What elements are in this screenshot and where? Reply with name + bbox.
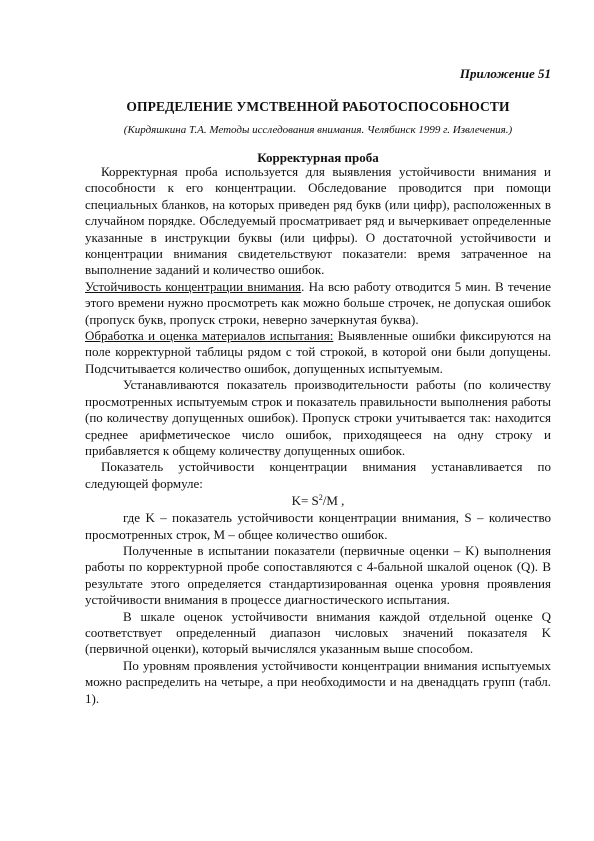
paragraph-stability <box>85 279 551 328</box>
stability-text: . На всю работу отводится 5 мин. В течение этого времени нужно просмотреть как можно больше строчек, не допуская ошибок (пропуск букв, пропуск строки, неверно зачеркнутая буква). <box>85 278 551 327</box>
processing-text: Выявленные ошибки фиксируются на поле корректурной таблицы рядом с той строкой, в которой они были допущены. Подсчитывается количество ошибок, допущенных испытуемым. <box>85 328 552 376</box>
formula-right: /M , <box>322 493 345 509</box>
document-title: ОПРЕДЕЛЕНИЕ УМСТВЕННОЙ РАБОТОСПОСОБНОСТИ <box>126 99 510 114</box>
formula-exponent: 2 <box>318 493 323 503</box>
paragraph-intro: Корректурная проба используется для выявления устойчивости внимания и способности к его концентрации. Обследование проводится при помощи специальных бланков, на которых приведен ряд букв (или цифр), расположенных в случайном порядке. Обследуемый просматривает ряд и вычеркивает определенные указанные в инструкции буквы (или цифры). О достаточной устойчивости и концентрации внимания свидетельствуют показатели: время затраченное на выполнение заданий и количество ошибок. <box>85 164 551 278</box>
formula-left: K= S <box>291 493 319 509</box>
paragraph-formula-legend: где K – показатель устойчивости концентрации внимания, S – количество просмотренных строк, M – общее количество ошибок. <box>85 510 551 542</box>
paragraph-groups: По уровням проявления устойчивости концентрации внимания испытуемых можно распределить на четыре, а при необходимости и на двенадцать групп (табл. 1). <box>85 657 551 706</box>
paragraph-formula-intro: Показатель устойчивости концентрации внимания устанавливается по следующей формуле: <box>85 459 551 491</box>
paragraph-scale: Полученные в испытании показатели (первичные оценки – K) выполнения работы по корректурной пробе сопоставляются с 4-бальной шкалой оценок (Q). В результате этого определяется стандартизированная оценка уровня проявления устойчивости внимания в процессе диагностического испытания. <box>85 542 551 608</box>
document-body <box>85 164 551 707</box>
section-heading: Корректурная проба <box>257 150 379 165</box>
paragraph-q-scale: В шкале оценок устойчивости внимания каждой отдельной оценке Q соответствует определенный диапазон числовых значений показателя K (первичной оценки), который вычислялся указанным выше способом. <box>85 608 551 657</box>
appendix-label: Приложение 51 <box>459 66 551 81</box>
paragraph-processing <box>85 328 551 377</box>
stability-label: Устойчивость концентрации внимания <box>85 278 302 294</box>
source-citation: (Кирдяшкина Т.А. Методы исследования внимания. Челябинск 1999 г. Извлечения.) <box>123 124 513 136</box>
formula <box>85 492 551 510</box>
processing-label: Обработка и оценка материалов испытания: <box>85 328 334 344</box>
paragraph-indicators: Устанавливаются показатель производительности работы (по количеству просмотренных испытуемым строк и показатель правильности выполнения работы (по количеству допущенных ошибок). Пропуск строки учитывается так: находится среднее арифметическое число ошибок, приходящееся на одну строку и прибавляется к общему количеству допущенных ошибок. <box>85 377 551 458</box>
